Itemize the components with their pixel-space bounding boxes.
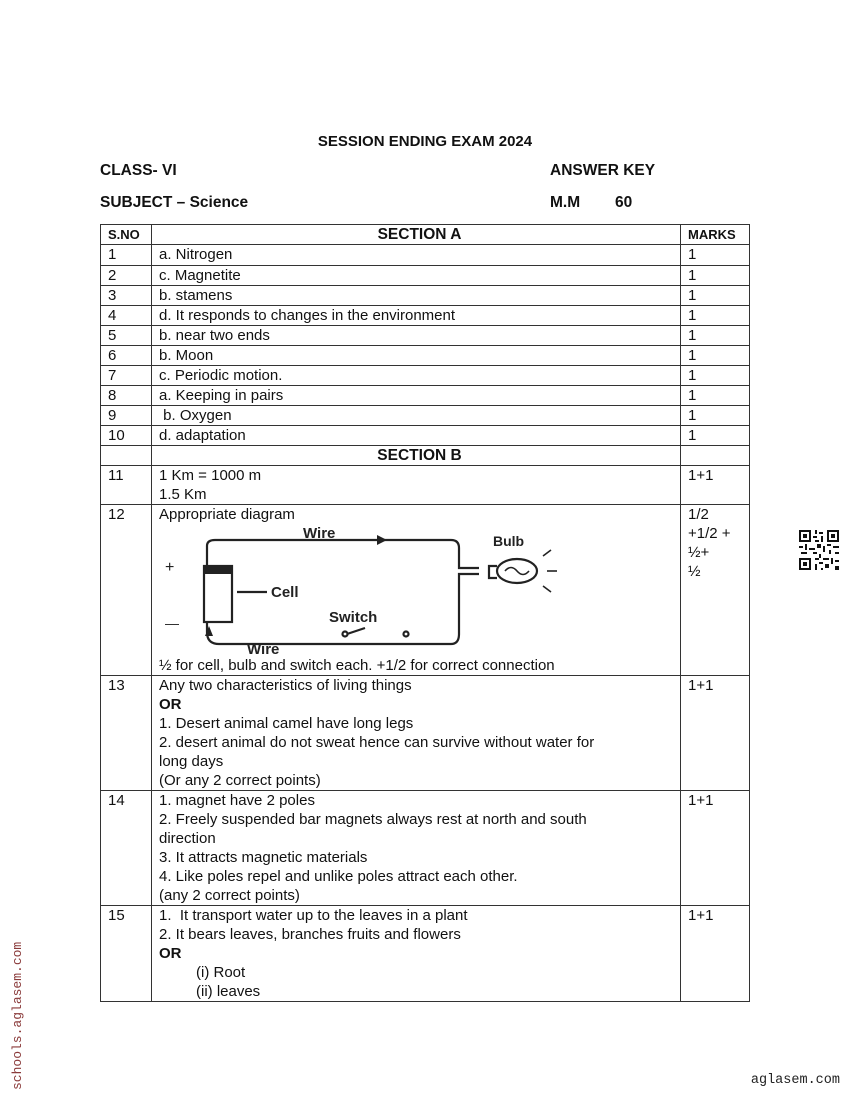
question-number: 15 — [101, 906, 152, 1002]
answer-line: ½ for cell, bulb and switch each. +1/2 for correct connection — [159, 657, 555, 674]
table-row — [101, 346, 750, 366]
marks-line: 1/2 — [688, 506, 709, 523]
answer-key-table — [100, 224, 750, 1002]
question-number: 6 — [101, 346, 152, 366]
answer-line: Appropriate diagram — [159, 506, 295, 523]
max-marks-value: 60 — [615, 194, 633, 211]
question-number: 2 — [101, 266, 152, 286]
marks-value: 1 — [681, 366, 750, 386]
question-number: 9 — [101, 406, 152, 426]
answer-text: b. near two ends — [152, 326, 681, 346]
answer-line: 1. Desert animal camel have long legs — [159, 715, 414, 732]
question-number: 3 — [101, 286, 152, 306]
answer-line: (Or any 2 correct points) — [159, 772, 321, 789]
circuit-diagram — [159, 526, 571, 656]
answer-line: 2. Freely suspended bar magnets always rest at north and south — [159, 811, 587, 828]
question-number: 1 — [101, 245, 152, 266]
side-watermark: schools.aglasem.com — [10, 941, 25, 1090]
answer-line: 2. desert animal do not sweat hence can survive without water for — [159, 734, 595, 751]
or-label: OR — [159, 696, 182, 713]
bulb-label: Bulb — [493, 533, 525, 549]
table-row — [101, 676, 750, 791]
answer-text: a. Keeping in pairs — [152, 386, 681, 406]
table-row — [101, 386, 750, 406]
answer-line: 2. It bears leaves, branches fruits and flowers — [159, 926, 461, 943]
answer-line: (i) Root — [196, 964, 246, 981]
marks-line: ½ — [688, 563, 701, 580]
answer-text: b. Oxygen — [152, 406, 681, 426]
answer-text: b. stamens — [152, 286, 681, 306]
answer-line: 1 Km = 1000 m — [159, 467, 262, 484]
or-label: OR — [159, 945, 182, 962]
answer-text — [152, 505, 681, 676]
wire-top-label: Wire — [303, 526, 336, 542]
answer-line: 4. Like poles repel and unlike poles attract each other. — [159, 868, 518, 885]
answer-text — [152, 906, 681, 1002]
marks-value: 1 — [681, 266, 750, 286]
marks-value: 1 — [681, 386, 750, 406]
table-row — [101, 426, 750, 446]
cell-label: Cell — [271, 584, 299, 601]
question-number: 12 — [101, 505, 152, 676]
question-number: 10 — [101, 426, 152, 446]
class-label: CLASS- VI — [100, 162, 177, 179]
section-b-row — [101, 446, 750, 466]
col-sno-header: S.NO — [101, 225, 152, 245]
marks-value: 1 — [681, 426, 750, 446]
question-number: 4 — [101, 306, 152, 326]
subject-label: SUBJECT – Science — [100, 194, 249, 211]
table-row — [101, 286, 750, 306]
page-title: SESSION ENDING EXAM 2024 — [317, 133, 533, 150]
table-row — [101, 906, 750, 1002]
table-row — [101, 406, 750, 426]
question-number: 11 — [101, 466, 152, 505]
positive-terminal-label: + — [165, 559, 175, 576]
answer-line: 1. It transport water up to the leaves in a plant — [159, 907, 468, 924]
footer-watermark: aglasem.com — [750, 1073, 840, 1088]
marks-value — [681, 505, 750, 676]
question-number: 14 — [101, 791, 152, 906]
question-number: 7 — [101, 366, 152, 386]
answer-text: d. It responds to changes in the environment — [152, 306, 681, 326]
wire-bottom-label: Wire — [247, 641, 280, 656]
answer-line: 3. It attracts magnetic materials — [159, 849, 368, 866]
answer-line: (any 2 correct points) — [159, 887, 300, 904]
answer-line: 1.5 Km — [159, 486, 207, 503]
marks-value: 1+1 — [681, 466, 750, 505]
answer-text: c. Magnetite — [152, 266, 681, 286]
answer-text: a. Nitrogen — [152, 245, 681, 266]
answer-text: d. adaptation — [152, 426, 681, 446]
marks-value: 1+1 — [681, 676, 750, 791]
answer-text: c. Periodic motion. — [152, 366, 681, 386]
answer-line: long days — [159, 753, 224, 770]
marks-value: 1 — [681, 286, 750, 306]
negative-terminal-label: — — [165, 615, 179, 631]
question-number: 5 — [101, 326, 152, 346]
marks-value: 1+1 — [681, 791, 750, 906]
marks-value: 1 — [681, 346, 750, 366]
marks-value: 1 — [681, 245, 750, 266]
answer-line: (ii) leaves — [196, 983, 261, 1000]
switch-label: Switch — [329, 609, 378, 626]
table-row — [101, 326, 750, 346]
answer-line: direction — [159, 830, 216, 847]
table-row — [101, 791, 750, 906]
answer-text — [152, 791, 681, 906]
table-row — [101, 266, 750, 286]
marks-line: +1/2 + — [688, 525, 731, 542]
marks-line: ½+ — [688, 544, 710, 561]
section-a-heading: SECTION A — [152, 225, 681, 245]
answer-key-label: ANSWER KEY — [550, 162, 656, 179]
answer-text — [152, 676, 681, 791]
table-row — [101, 505, 750, 676]
table-header-row — [101, 225, 750, 245]
section-b-heading: SECTION B — [152, 446, 681, 466]
table-row — [101, 366, 750, 386]
answer-line: Any two characteristics of living things — [159, 677, 412, 694]
table-row — [101, 306, 750, 326]
marks-value: 1+1 — [681, 906, 750, 1002]
table-row — [101, 245, 750, 266]
question-number: 8 — [101, 386, 152, 406]
marks-value: 1 — [681, 326, 750, 346]
qr-code — [799, 530, 839, 570]
max-marks-label: M.M — [550, 194, 581, 211]
col-marks-header: MARKS — [681, 225, 750, 245]
question-number: 13 — [101, 676, 152, 791]
marks-value: 1 — [681, 406, 750, 426]
answer-text — [152, 466, 681, 505]
table-row — [101, 466, 750, 505]
marks-value: 1 — [681, 306, 750, 326]
answer-line: 1. magnet have 2 poles — [159, 792, 315, 809]
answer-text: b. Moon — [152, 346, 681, 366]
